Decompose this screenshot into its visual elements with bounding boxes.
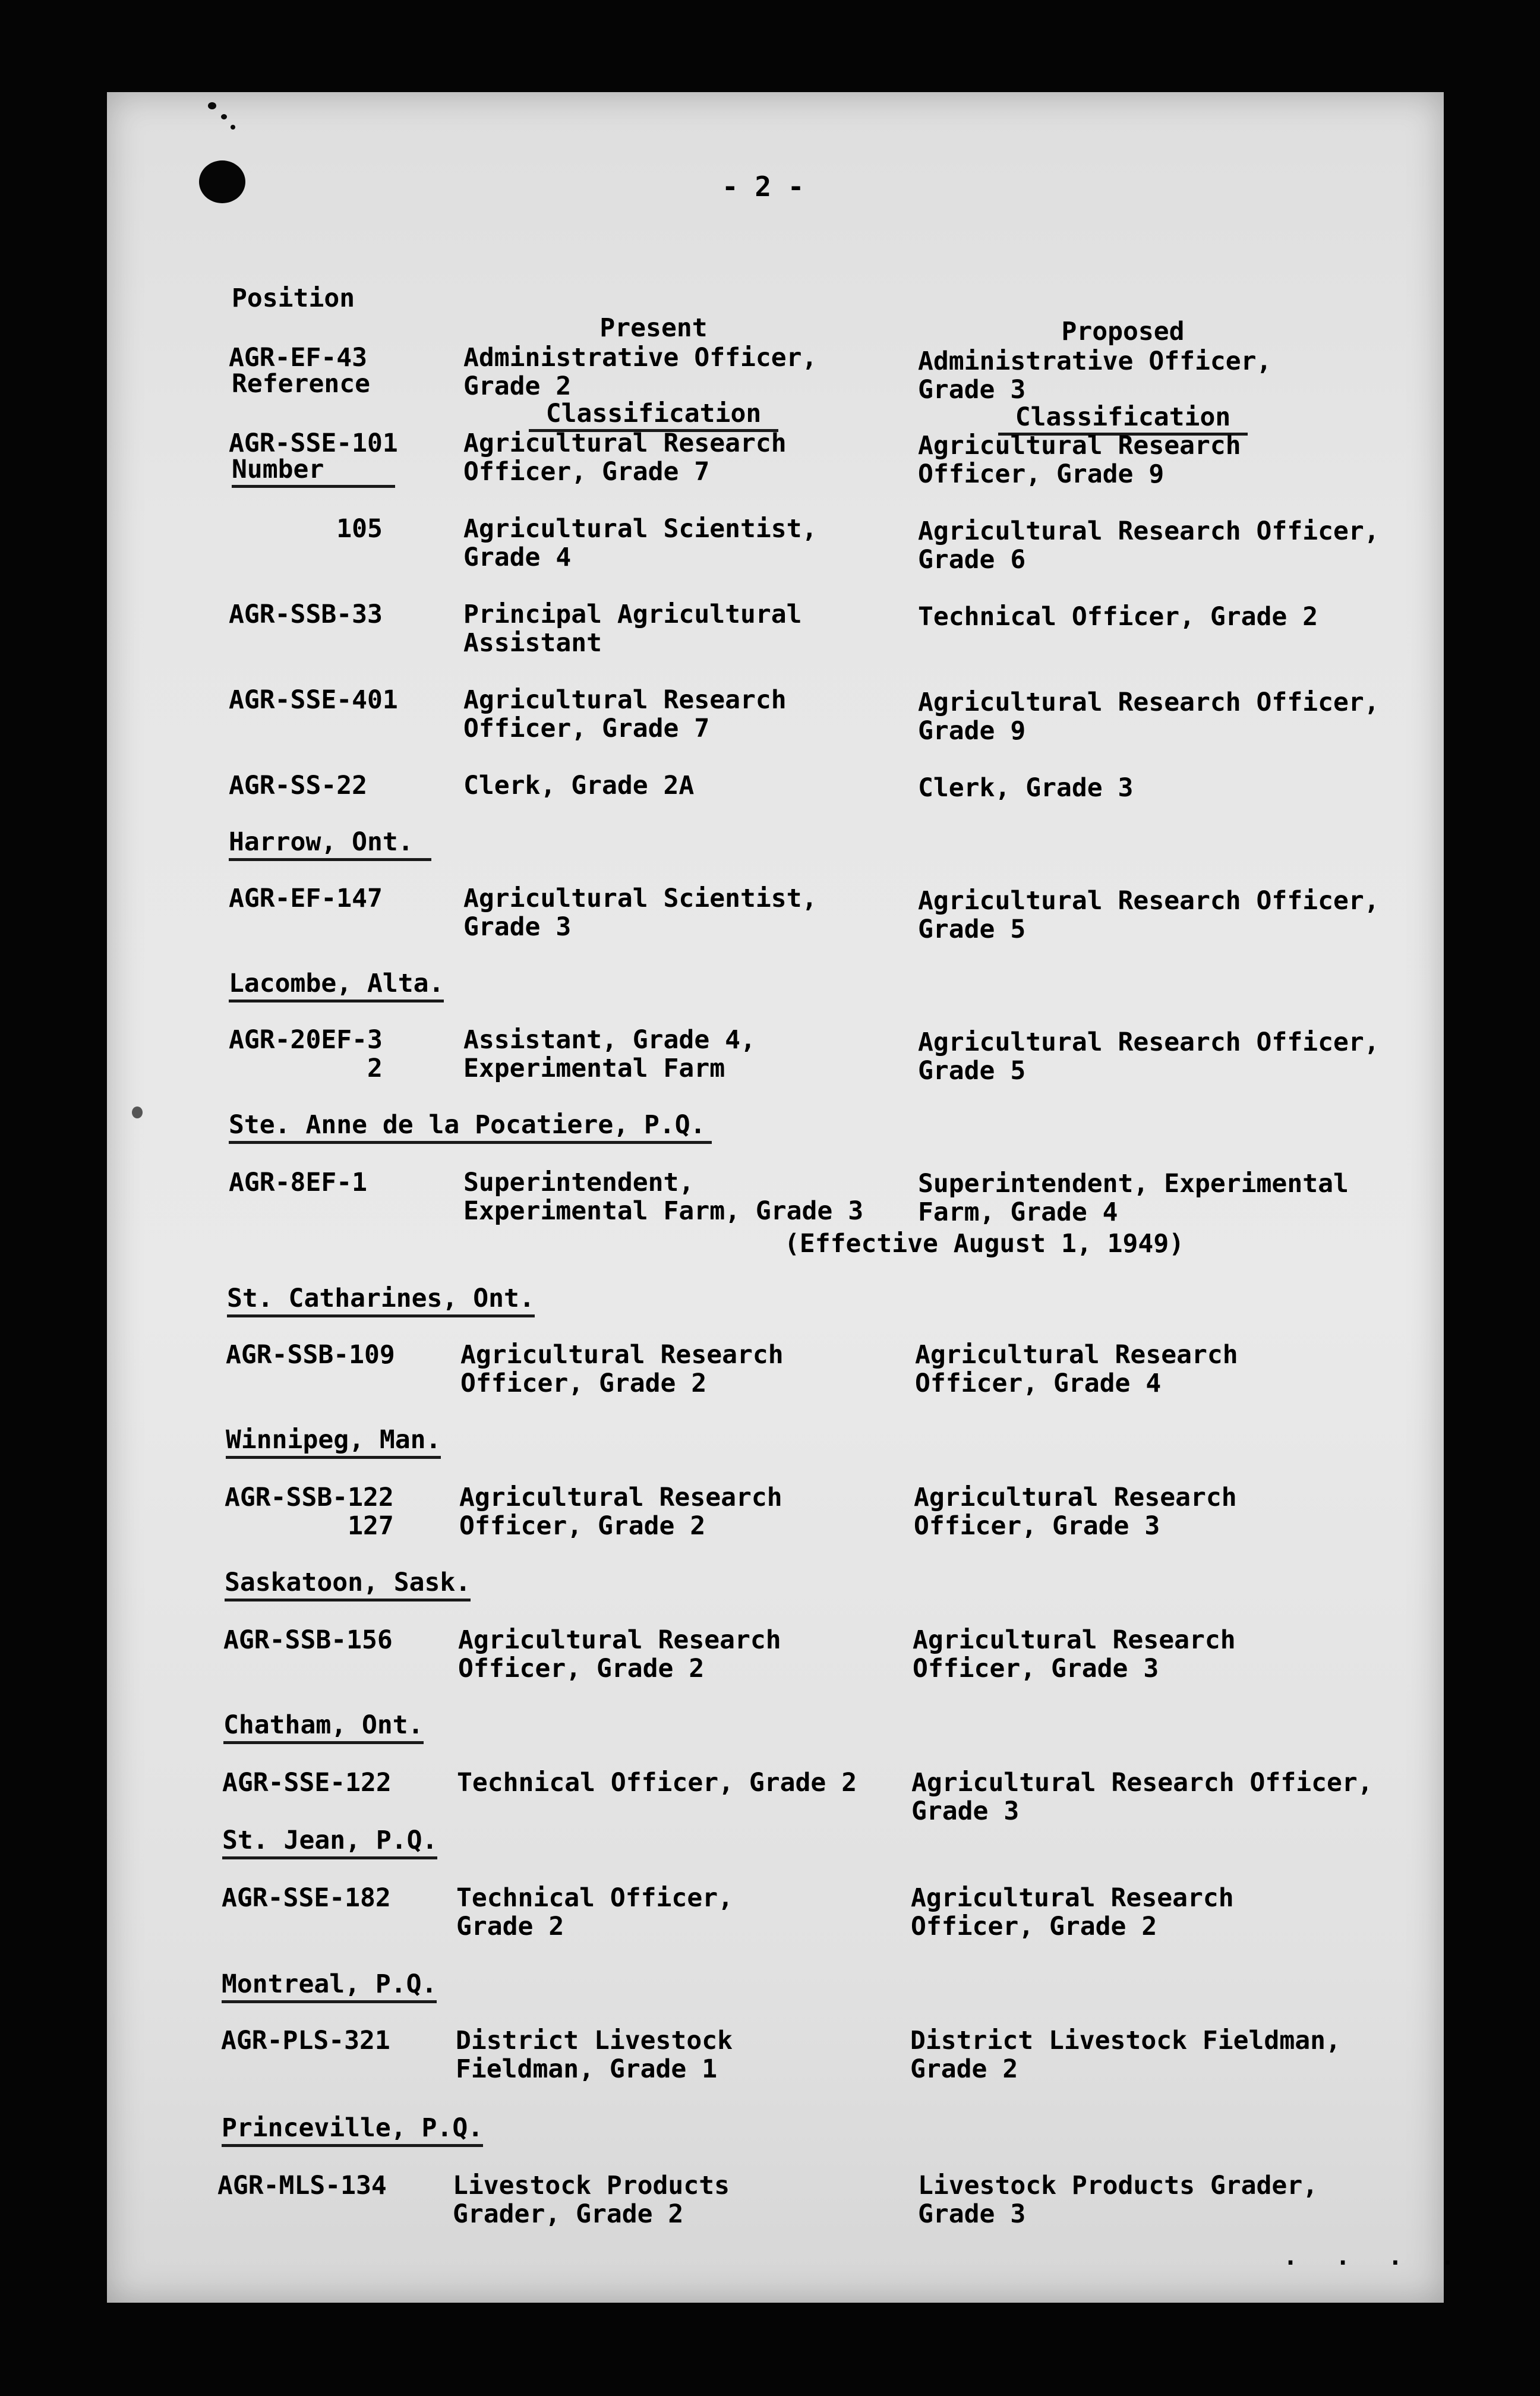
section-heading: Princeville, P.Q. xyxy=(222,2113,483,2147)
header-line: Present xyxy=(599,313,708,343)
present-classification xyxy=(463,600,802,657)
proposed-classification xyxy=(918,2171,1318,2228)
present-line: District Livestock xyxy=(456,2026,733,2055)
proposed-line: Grade 5 xyxy=(918,915,1026,944)
proposed-line: Superintendent, Experimental xyxy=(918,1169,1349,1199)
ref-line: AGR-SSE-182 xyxy=(222,1883,391,1913)
present-line: Livestock Products xyxy=(453,2171,730,2200)
proposed-line: District Livestock Fieldman, xyxy=(910,2026,1341,2055)
ref-line: 105 xyxy=(229,514,383,544)
proposed-classification xyxy=(914,1483,1237,1540)
proposed-line: Agricultural Research Officer, xyxy=(918,516,1380,546)
present-classification xyxy=(458,1626,781,1683)
present-line: Grade 2 xyxy=(463,371,572,401)
present-line: Officer, Grade 7 xyxy=(463,714,710,743)
proposed-line: Farm, Grade 4 xyxy=(918,1197,1118,1227)
present-classification xyxy=(460,1341,784,1398)
ref-line: 127 xyxy=(225,1511,394,1541)
section-heading: St. Jean, P.Q. xyxy=(222,1826,437,1859)
ref-line: AGR-EF-43 xyxy=(229,343,367,373)
present-classification xyxy=(456,1884,733,1941)
present-classification xyxy=(453,2171,730,2228)
proposed-classification xyxy=(918,688,1380,745)
proposed-line: Officer, Grade 4 xyxy=(915,1369,1162,1398)
present-classification xyxy=(459,1483,782,1540)
position-reference xyxy=(229,771,367,800)
header-line: Position xyxy=(232,283,355,313)
present-line: Experimental Farm xyxy=(463,1054,725,1083)
position-reference xyxy=(222,1884,391,1912)
present-line: Principal Agricultural xyxy=(463,600,802,629)
proposed-classification xyxy=(910,2026,1341,2083)
header-line: Reference xyxy=(232,369,370,399)
position-reference xyxy=(229,600,383,629)
section-heading: Montreal, P.Q. xyxy=(222,1969,437,2003)
ref-line: AGR-MLS-134 xyxy=(217,2171,387,2200)
proposed-classification xyxy=(918,347,1271,404)
proposed-line: Agricultural Research xyxy=(913,1625,1236,1655)
ref-line: AGR-SSB-109 xyxy=(226,1340,395,1370)
ref-line: AGR-PLS-321 xyxy=(221,2026,390,2055)
present-classification xyxy=(463,686,787,743)
present-line: Officer, Grade 7 xyxy=(463,457,710,487)
position-reference xyxy=(225,1483,394,1540)
ref-line: AGR-SSE-122 xyxy=(222,1768,392,1798)
proposed-classification xyxy=(911,1768,1373,1826)
present-line: Grade 2 xyxy=(456,1912,564,1941)
proposed-line: Livestock Products Grader, xyxy=(918,2171,1318,2200)
proposed-classification xyxy=(913,1626,1236,1683)
present-classification xyxy=(463,515,817,572)
position-reference xyxy=(217,2171,387,2200)
ref-line: AGR-SSE-101 xyxy=(229,428,398,458)
ref-line: AGR-SSB-122 xyxy=(225,1483,394,1512)
present-line: Assistant xyxy=(463,628,602,658)
proposed-line: Agricultural Research xyxy=(914,1483,1237,1512)
position-reference xyxy=(229,429,398,458)
proposed-line: Grade 5 xyxy=(918,1056,1026,1086)
section-heading: Chatham, Ont. xyxy=(223,1710,424,1744)
present-line: Clerk, Grade 2A xyxy=(463,771,695,800)
proposed-line: Officer, Grade 2 xyxy=(911,1912,1157,1941)
present-line: Technical Officer, Grade 2 xyxy=(457,1768,857,1798)
ref-line: 2 xyxy=(229,1054,383,1083)
present-classification xyxy=(463,884,817,941)
position-reference xyxy=(229,1026,383,1083)
proposed-classification xyxy=(918,517,1380,574)
header-line: Number xyxy=(232,455,395,488)
proposed-line: Officer, Grade 9 xyxy=(918,459,1165,489)
speck xyxy=(231,125,235,130)
header-line: Classification xyxy=(529,399,778,432)
present-line: Officer, Grade 2 xyxy=(458,1654,705,1683)
proposed-line: Grade 3 xyxy=(918,375,1026,405)
present-classification xyxy=(456,2026,733,2083)
present-classification xyxy=(463,1026,756,1083)
proposed-line: Agricultural Research Officer, xyxy=(918,1027,1380,1057)
section-heading: Saskatoon, Sask. xyxy=(225,1568,471,1601)
section-heading: Winnipeg, Man. xyxy=(226,1425,441,1459)
present-line: Agricultural Scientist, xyxy=(463,884,818,913)
ref-line: AGR-SSE-401 xyxy=(229,685,398,715)
present-line: Technical Officer, xyxy=(456,1883,733,1913)
position-reference xyxy=(229,686,398,714)
proposed-line: Agricultural Research Officer, xyxy=(918,688,1380,717)
present-classification xyxy=(463,771,694,800)
header-line: Proposed xyxy=(1061,317,1185,346)
present-line: Assistant, Grade 4, xyxy=(463,1025,756,1055)
ref-line: AGR-SSB-156 xyxy=(223,1625,393,1655)
header-line: Classification xyxy=(998,403,1248,436)
position-reference xyxy=(226,1341,395,1369)
ref-line: AGR-SS-22 xyxy=(229,771,367,800)
proposed-line: Clerk, Grade 3 xyxy=(918,773,1134,803)
present-line: Grade 3 xyxy=(463,912,572,942)
present-line: Agricultural Research xyxy=(458,1625,781,1655)
position-reference xyxy=(229,1168,367,1197)
proposed-line: Grade 3 xyxy=(918,2199,1026,2229)
present-line: Agricultural Research xyxy=(463,685,787,715)
proposed-classification xyxy=(918,603,1318,631)
present-classification xyxy=(463,429,787,486)
section-heading: Harrow, Ont. xyxy=(229,827,431,861)
present-line: Grade 4 xyxy=(463,543,572,572)
proposed-classification xyxy=(918,774,1133,802)
section-heading: St. Catharines, Ont. xyxy=(227,1284,535,1317)
present-classification xyxy=(463,343,817,401)
proposed-line: Technical Officer, Grade 2 xyxy=(918,602,1318,632)
proposed-classification xyxy=(915,1341,1238,1398)
present-line: Administrative Officer, xyxy=(463,343,818,373)
position-reference xyxy=(223,1626,393,1654)
present-line: Agricultural Scientist, xyxy=(463,514,818,544)
present-line: Officer, Grade 2 xyxy=(460,1369,707,1398)
position-reference xyxy=(222,1768,392,1797)
present-classification xyxy=(457,1768,857,1797)
proposed-classification xyxy=(918,1169,1349,1227)
proposed-classification xyxy=(911,1884,1234,1941)
present-classification xyxy=(463,1168,863,1225)
present-line: Grader, Grade 2 xyxy=(453,2199,684,2229)
proposed-line: Agricultural Research Officer, xyxy=(918,886,1380,916)
ref-line: AGR-SSB-33 xyxy=(229,600,383,629)
proposed-line: Agricultural Research Officer, xyxy=(911,1768,1373,1798)
proposed-line: Administrative Officer, xyxy=(918,346,1272,376)
effective-date-note: (Effective August 1, 1949) xyxy=(784,1229,1185,1259)
page-number: - 2 - xyxy=(722,171,804,203)
position-reference xyxy=(221,2026,390,2055)
proposed-line: Grade 9 xyxy=(918,716,1026,746)
present-line: Agricultural Research xyxy=(463,428,787,458)
punch-hole xyxy=(199,160,245,203)
speck xyxy=(221,114,227,119)
speck xyxy=(208,102,216,109)
proposed-line: Agricultural Research xyxy=(915,1340,1238,1370)
present-line: Agricultural Research xyxy=(459,1483,782,1512)
position-reference xyxy=(229,884,383,913)
section-heading: Lacombe, Alta. xyxy=(229,969,444,1002)
present-line: Fieldman, Grade 1 xyxy=(456,2054,718,2084)
present-line: Superintendent, xyxy=(463,1168,695,1197)
continuation-dots: . . . . xyxy=(1283,2243,1467,2271)
proposed-line: Grade 3 xyxy=(911,1796,1020,1826)
proposed-line: Agricultural Research xyxy=(911,1883,1234,1913)
proposed-classification xyxy=(918,431,1241,488)
position-reference xyxy=(229,515,383,543)
ref-line: AGR-8EF-1 xyxy=(229,1168,367,1197)
present-line: Agricultural Research xyxy=(460,1340,784,1370)
proposed-classification xyxy=(918,887,1380,944)
ref-line: AGR-20EF-3 xyxy=(229,1025,383,1055)
proposed-line: Grade 6 xyxy=(918,545,1026,575)
present-line: Officer, Grade 2 xyxy=(459,1511,706,1541)
present-line: Experimental Farm, Grade 3 xyxy=(463,1196,864,1226)
proposed-line: Agricultural Research xyxy=(918,431,1241,461)
position-reference xyxy=(229,343,367,372)
ref-line: AGR-EF-147 xyxy=(229,884,383,913)
proposed-line: Officer, Grade 3 xyxy=(913,1654,1159,1683)
proposed-line: Officer, Grade 3 xyxy=(914,1511,1160,1541)
proposed-classification xyxy=(918,1028,1380,1085)
section-heading: Ste. Anne de la Pocatiere, P.Q. xyxy=(229,1110,712,1144)
proposed-line: Grade 2 xyxy=(910,2054,1018,2084)
speck xyxy=(132,1106,143,1118)
